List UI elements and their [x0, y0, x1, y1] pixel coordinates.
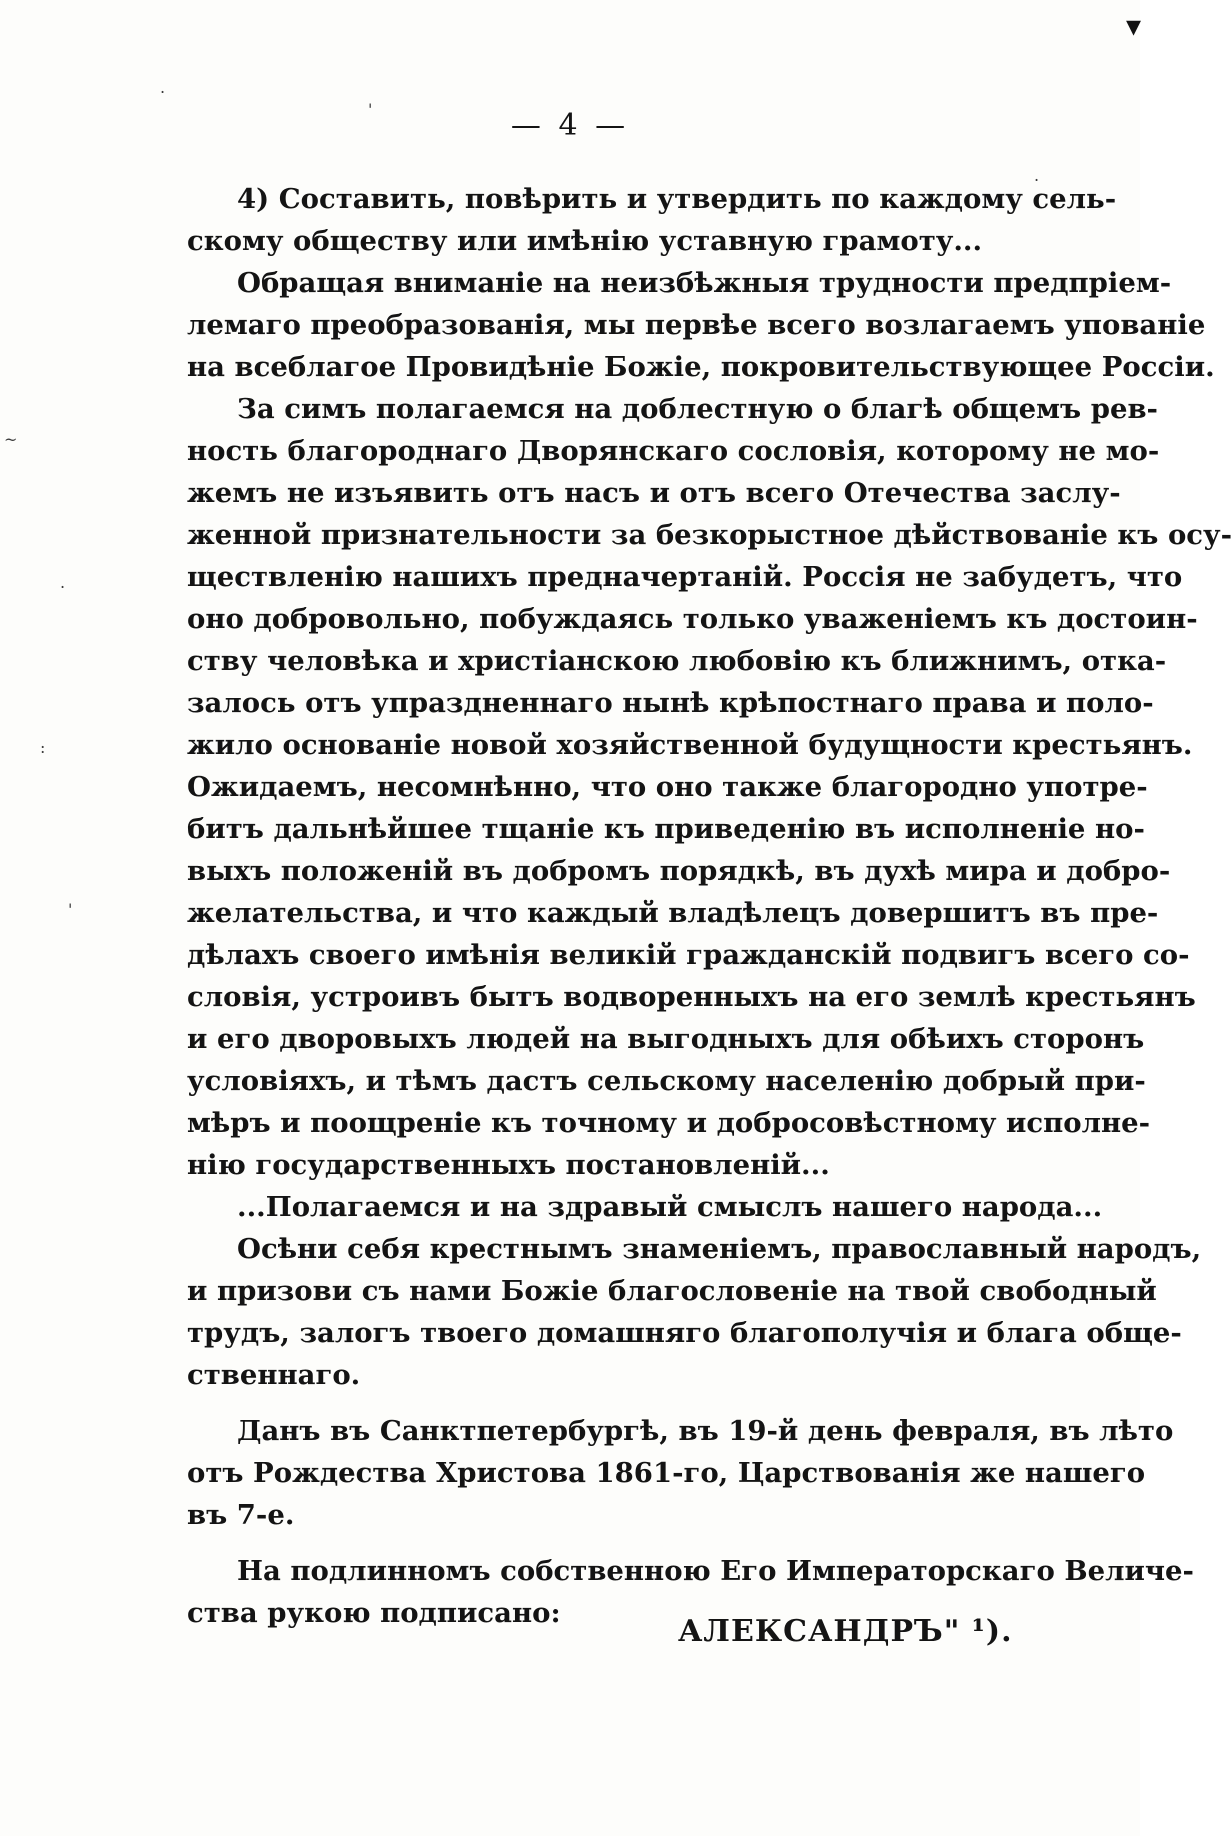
text-line: и призови съ нами Божіе благословеніе на твой свободный: [187, 1275, 1157, 1307]
text-line: мѣръ и поощреніе къ точному и добросовѣстному исполне-: [187, 1107, 1151, 1139]
scan-speck: .: [1034, 166, 1040, 185]
text-line: 4) Составить, повѣрить и утвердить по каждому сель-: [237, 183, 1117, 215]
text-line: ность благороднаго Дворянскаго сословія, которому не мо-: [187, 435, 1160, 467]
text-line: ществленію нашихъ предначертаній. Россія не забудетъ, что: [187, 561, 1183, 593]
text-line: скому обществу или имѣнію уставную грамоту...: [187, 225, 983, 257]
text-line: условіяхъ, и тѣмъ дастъ сельскому населенію добрый при-: [187, 1065, 1146, 1097]
text-line: лемаго преобразованія, мы первѣе всего возлагаемъ упованіе: [187, 309, 1206, 341]
text-line: Осѣни себя крестнымъ знаменіемъ, православный народъ,: [237, 1233, 1202, 1265]
text-line: оно добровольно, побуждаясь только уваженіемъ къ достоин-: [187, 603, 1198, 635]
text-line: залось отъ упраздненнаго нынѣ крѣпостнаго права и поло-: [187, 687, 1154, 719]
text-line: словія, устроивъ бытъ водворенныхъ на его землѣ крестьянъ: [187, 981, 1196, 1013]
text-line: и его дворовыхъ людей на выгодныхъ для обѣихъ сторонъ: [187, 1023, 1145, 1055]
text-line: жило основаніе новой хозяйственной будущности крестьянъ.: [187, 729, 1193, 761]
scan-speck: ': [68, 900, 73, 919]
text-line: Данъ въ Санктпетербургѣ, въ 19-й день февраля, въ лѣто: [237, 1415, 1174, 1447]
scan-speck: ▾: [1126, 9, 1142, 44]
scan-speck: ': [368, 100, 373, 119]
text-line: женной признательности за безкорыстное дѣйствованіе къ осу-: [187, 519, 1232, 551]
scan-speck: .: [60, 573, 66, 592]
text-line: ства рукою подписано:: [187, 1597, 561, 1629]
manifesto-text: [187, 178, 1232, 1634]
text-line: битъ дальнѣйшее тщаніе къ приведенію въ исполненіе но-: [187, 813, 1145, 845]
text-line: ...Полагаемся и на здравый смыслъ нашего народа...: [237, 1191, 1103, 1223]
text-line: на всеблагое Провидѣніе Божіе, покровительствующее Россіи.: [187, 351, 1215, 383]
scan-speck: :: [40, 738, 46, 757]
signature: АЛЕКСАНДРЪ" ¹).: [678, 1614, 1013, 1649]
text-line: дѣлахъ своего имѣнія великій гражданскій подвигъ всего со-: [187, 939, 1190, 971]
text-line: Ожидаемъ, несомнѣнно, что оно также благородно употре-: [187, 771, 1148, 803]
text-line: нію государственныхъ постановленій...: [187, 1149, 830, 1181]
page-number: — 4 —: [510, 108, 630, 143]
text-line: желательства, и что каждый владѣлецъ довершитъ въ пре-: [187, 897, 1159, 929]
text-line: На подлинномъ собственною Его Императорскаго Величе-: [237, 1555, 1194, 1587]
text-line: ственнаго.: [187, 1359, 361, 1391]
text-line: ству человѣка и христіанскою любовію къ ближнимъ, отка-: [187, 645, 1167, 677]
text-line: трудъ, залогъ твоего домашняго благополучія и блага обще-: [187, 1317, 1182, 1349]
scan-speck: .: [160, 78, 166, 97]
text-line: Обращая вниманіе на неизбѣжныя трудности предпріем-: [237, 267, 1172, 299]
text-line: отъ Рождества Христова 1861-го, Царствованія же нашего: [187, 1457, 1146, 1489]
text-line: За симъ полагаемся на доблестную о благѣ общемъ рев-: [237, 393, 1158, 425]
text-line: выхъ положеній въ добромъ порядкѣ, въ духѣ мира и добро-: [187, 855, 1171, 887]
scan-speck: ~: [4, 430, 18, 449]
text-line: жемъ не изъявить отъ насъ и отъ всего Отечества заслу-: [187, 477, 1121, 509]
text-line: въ 7-е.: [187, 1499, 295, 1531]
